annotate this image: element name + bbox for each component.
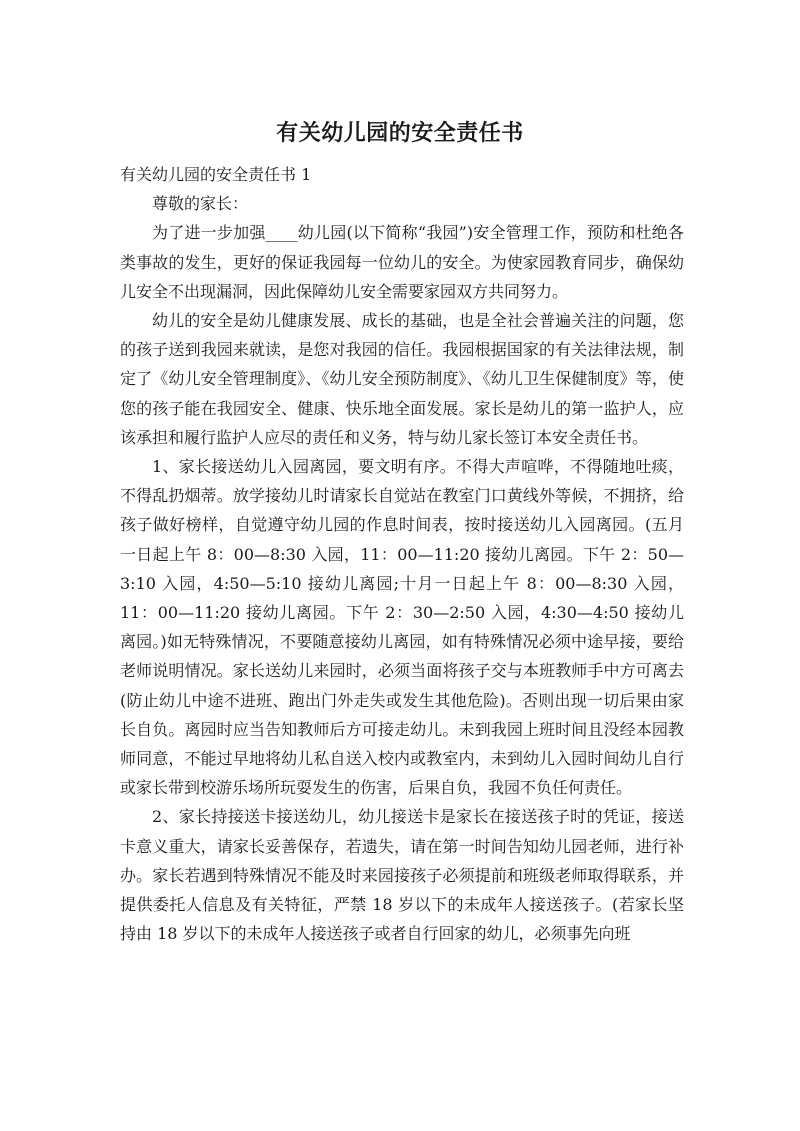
document-body (120, 160, 684, 948)
paragraph-rule-1: 1、家长接送幼儿入园离园，要文明有序。不得大声喧哗，不得随地吐痰，不得乱扔烟蒂。放学接幼儿时请家长自觉站在教室门口黄线外等候，不拥挤，给孩子做好榜样，自觉遵守幼儿园的作息时间表，按时接送幼儿入园离园。(五月一日起上午 8：00—8:30 入园，11：00—11:20 接幼儿离园。下午 2：50—3:10 入园，4:50—5:10 接幼儿离园;十月一日起上午 8：00—8:30 入园，11：00—11:20 接幼儿离园。下午 2：30—2:50 入园，4:30—4:50 接幼儿离园。)如无特殊情况，不要随意接幼儿离园，如有特殊情况必须中途早接，要给老师说明情况。家长送幼儿来园时，必须当面将孩子交与本班教师手中方可离去(防止幼儿中途不进班、跑出门外走失或发生其他危险)。否则出现一切后果由家长自负。离园时应当告知教师后方可接走幼儿。未到我园上班时间且没经本园教师同意，不能过早地将幼儿私自送入校内或教室内，未到幼儿入园时间幼儿自行或家长带到校游乐场所玩耍发生的伤害，后果自负，我园不负任何责任。 (120, 457, 684, 798)
paragraph-rule-2: 2、家长持接送卡接送幼儿，幼儿接送卡是家长在接送孩子时的凭证，接送卡意义重大，请家长妥善保存，若遗失，请在第一时间告知幼儿园老师，进行补办。家长若遇到特殊情况不能及时来园接孩子必须提前和班级老师取得联系，并提供委托人信息及有关特征，严禁 18 岁以下的未成年人接送孩子。(若家长坚持由 18 岁以下的未成年人接送孩子或者自行回家的幼儿，必须事先向班 (120, 807, 684, 944)
document-subtitle: 有关幼儿园的安全责任书 1 (120, 165, 312, 184)
document-title: 有关幼儿园的安全责任书 (276, 121, 524, 146)
paragraph-safety-basis: 幼儿的安全是幼儿健康发展、成长的基础，也是全社会普遍关注的问题，您的孩子送到我园来就读，是您对我园的信任。我园根据国家的有关法律法规，制定了《幼儿安全管理制度》、《幼儿安全预防制度》、《幼儿卫生保健制度》等，使您的孩子能在我园安全、健康、快乐地全面发展。家长是幼儿的第一监护人，应该承担和履行监护人应尽的责任和义务，特与幼儿家长签订本安全责任书。 (120, 311, 684, 447)
salutation: 尊敬的家长： (152, 194, 249, 214)
paragraph-intro: 为了进一步加强____幼儿园(以下简称“我园”)安全管理工作，预防和杜绝各类事故的发生，更好的保证我园每一位幼儿的安全。为使家园教育同步，确保幼儿安全不出现漏洞，因此保障幼儿安全需要家园双方共同努力。 (120, 223, 684, 301)
